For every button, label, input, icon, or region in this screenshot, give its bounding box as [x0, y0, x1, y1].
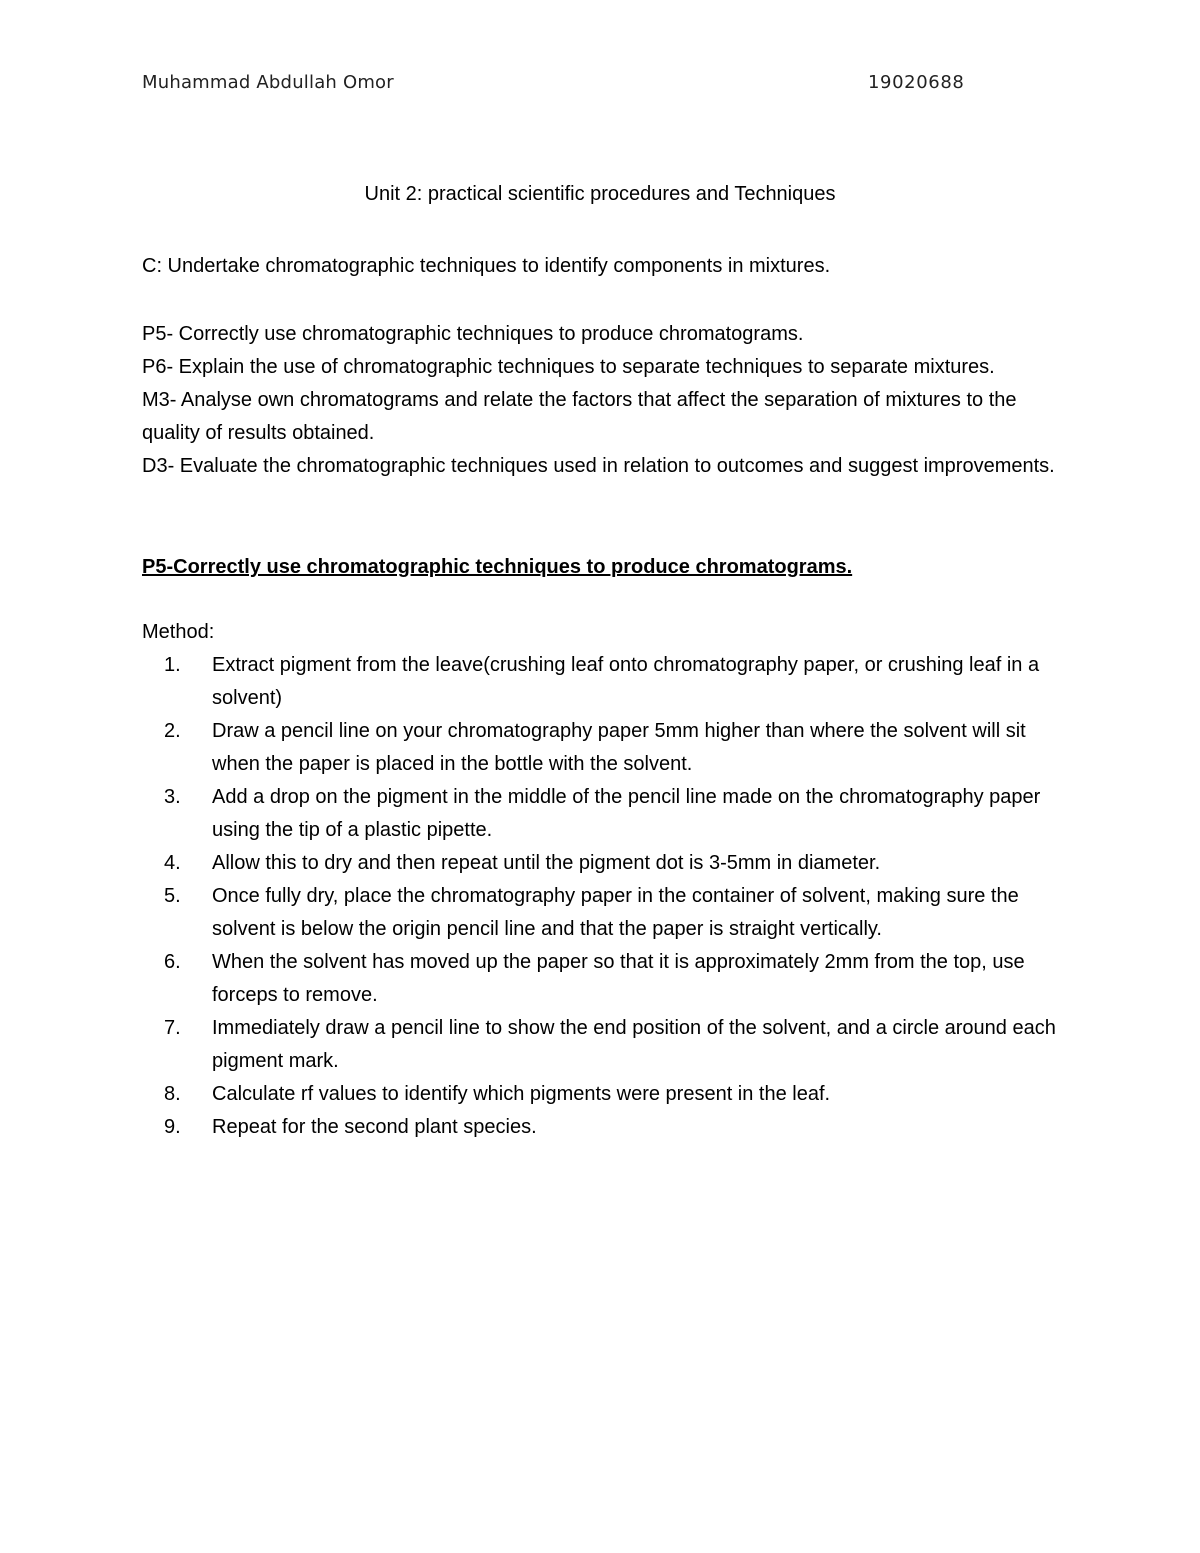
method-step [142, 847, 1072, 880]
method-step [142, 1012, 1072, 1078]
step-number: 8. [164, 1083, 181, 1105]
criterion-d3: D3- Evaluate the chromatographic techniques used in relation to outcomes and suggest improvements. [142, 455, 1055, 477]
method-steps-list [142, 649, 1072, 1144]
step-number: 5. [164, 885, 181, 907]
method-step [142, 946, 1072, 1012]
step-text: Draw a pencil line on your chromatography paper 5mm higher than where the solvent will sit when the paper is placed in the bottle with the solvent. [212, 720, 1026, 775]
step-text: Extract pigment from the leave(crushing leaf onto chromatography paper, or crushing leaf in a solvent) [212, 654, 1040, 709]
method-step [142, 715, 1072, 781]
unit-title: Unit 2: practical scientific procedures and Techniques [364, 183, 836, 205]
step-text: Add a drop on the pigment in the middle of the pencil line made on the chromatography paper using the tip of a plastic pipette. [212, 786, 1041, 841]
step-number: 9. [164, 1116, 181, 1138]
step-number: 2. [164, 720, 181, 742]
author-name: Muhammad Abdullah Omor [142, 72, 394, 93]
step-text: Immediately draw a pencil line to show the end position of the solvent, and a circle around each pigment mark. [212, 1017, 1056, 1072]
step-text: Calculate rf values to identify which pigments were present in the leaf. [212, 1083, 831, 1105]
criterion-p5: P5- Correctly use chromatographic techniques to produce chromatograms. [142, 323, 804, 345]
method-step [142, 649, 1072, 715]
method-step [142, 781, 1072, 847]
method-label: Method: [142, 621, 215, 643]
step-text: Once fully dry, place the chromatography paper in the container of solvent, making sure the solvent is below the origin pencil line and that the paper is straight vertically. [212, 885, 1019, 940]
step-number: 4. [164, 852, 181, 874]
step-number: 1. [164, 654, 181, 676]
method-step [142, 1078, 1072, 1111]
method-step [142, 1111, 1072, 1144]
section-c-heading: C: Undertake chromatographic techniques to identify components in mixtures. [142, 255, 831, 277]
method-step [142, 880, 1072, 946]
p5-section-heading: P5-Correctly use chromatographic techniques to produce chromatograms. [142, 556, 853, 578]
step-number: 7. [164, 1017, 181, 1039]
criterion-p6: P6- Explain the use of chromatographic techniques to separate techniques to separate mixtures. [142, 356, 995, 378]
step-text: Repeat for the second plant species. [212, 1116, 537, 1138]
step-number: 6. [164, 951, 181, 973]
student-id: 19020688 [868, 72, 965, 93]
criterion-m3: M3- Analyse own chromatograms and relate the factors that affect the separation of mixtures to the quality of results obtained. [142, 389, 1017, 444]
criteria-list [142, 318, 1072, 483]
step-text: Allow this to dry and then repeat until the pigment dot is 3-5mm in diameter. [212, 852, 881, 874]
step-text: When the solvent has moved up the paper so that it is approximately 2mm from the top, use forceps to remove. [212, 951, 1025, 1006]
step-number: 3. [164, 786, 181, 808]
